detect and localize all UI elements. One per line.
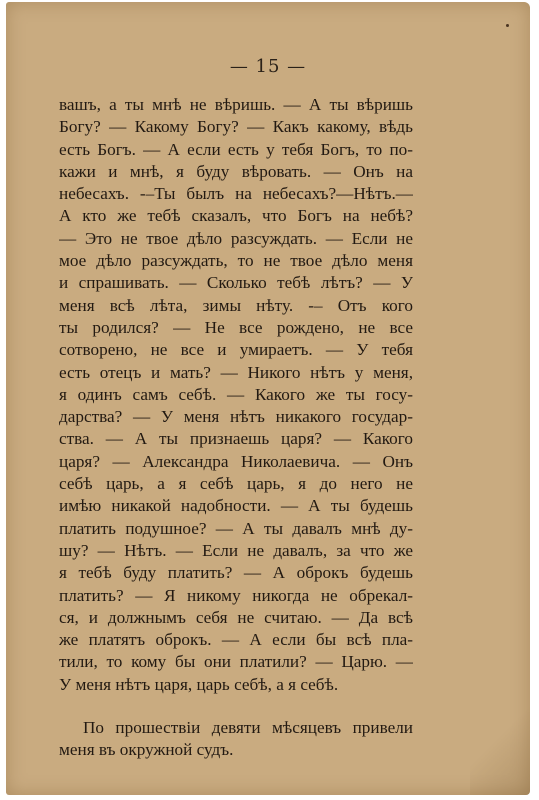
paper-corner-shade bbox=[470, 705, 530, 795]
text-line: вашъ, а ты мнѣ не вѣришь. — А ты вѣришь bbox=[59, 95, 413, 114]
text-line: кажи и мнѣ, я буду вѣровать. — Онъ на bbox=[59, 161, 413, 181]
paragraph-gap bbox=[59, 696, 413, 717]
paragraph bbox=[59, 717, 413, 762]
text-line: ты родился? — Не все рождено, не все bbox=[59, 317, 413, 337]
text-line: ства. — А ты признаешь царя? — Какого bbox=[59, 429, 413, 449]
text-line: сотворено, не все и умираетъ. — У тебя bbox=[59, 340, 413, 360]
paragraph bbox=[59, 94, 413, 696]
text-line: платить? — Я никому никогда не обрекал- bbox=[59, 585, 413, 605]
text-line: я тебѣ буду платить? — А оброкъ будешь bbox=[59, 563, 413, 583]
text-line: ся, и должнымъ себя не считаю. — Да всѣ bbox=[59, 607, 413, 627]
text-line: — Это не твое дѣло разсуждать. — Если не bbox=[59, 228, 413, 248]
text-line: Богу? — Какому Богу? — Какъ какому, вѣдь bbox=[59, 117, 413, 137]
text-line: есть Богъ. — А если есть у тебя Богъ, то по- bbox=[59, 139, 413, 159]
text-line: царя? — Александра Николаевича. — Онъ bbox=[59, 451, 413, 471]
page-number: — 15 — bbox=[229, 56, 307, 77]
text-line: меня всѣ лѣта, зимы нѣту. -– Отъ кого bbox=[59, 295, 413, 315]
text-line: мое дѣло разсуждать, то не твое дѣло меня bbox=[59, 251, 413, 271]
paper-speck bbox=[506, 24, 509, 27]
text-line: А кто же тебѣ сказалъ, что Богъ на небѣ? bbox=[59, 206, 413, 226]
text-line: платить подушное? — А ты давалъ мнѣ ду- bbox=[59, 518, 413, 538]
text-line: небесахъ. -–Ты былъ на небесахъ?—Нѣтъ.— bbox=[59, 184, 413, 204]
text-line: По прошествіи девяти мѣсяцевъ привели bbox=[83, 718, 413, 738]
text-line: шу? — Нѣтъ. — Если не давалъ, за что же bbox=[59, 540, 413, 560]
text-line: имѣю никакой надобности. — А ты будешь bbox=[59, 496, 413, 516]
text-line: тили, то кому бы они платили? — Царю. — bbox=[59, 652, 413, 672]
text-line: себѣ царь, а я себѣ царь, я до него не bbox=[59, 474, 413, 494]
text-line: же платятъ оброкъ. — А если бы всѣ пла- bbox=[59, 630, 413, 650]
book-page bbox=[6, 2, 530, 795]
text-line: и спрашивать. — Сколько тебѣ лѣтъ? — У bbox=[59, 273, 413, 293]
text-line: есть отецъ и мать? — Никого нѣтъ у меня, bbox=[59, 362, 413, 382]
text-line: дарства? — У меня нѣтъ никакого государ- bbox=[59, 407, 413, 427]
text-line: У меня нѣтъ царя, царь себѣ, а я себѣ. bbox=[59, 674, 339, 694]
body-text bbox=[59, 94, 413, 762]
text-line: меня въ окружной судъ. bbox=[59, 740, 234, 760]
text-line: я одинъ самъ себѣ. — Какого же ты госу- bbox=[59, 384, 413, 404]
